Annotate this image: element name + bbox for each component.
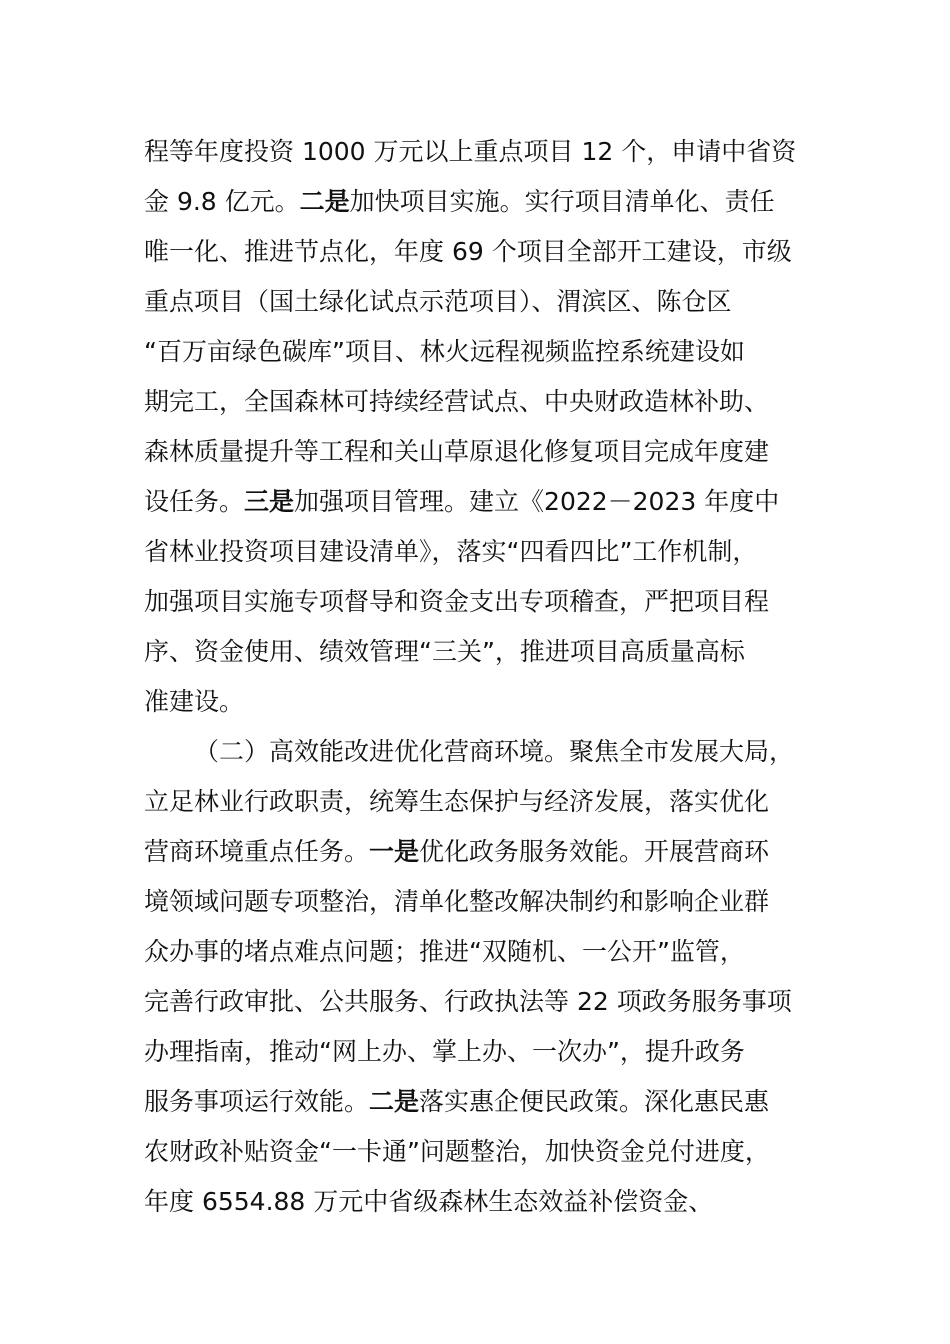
body-text: [144, 127, 824, 1227]
text-line-16: [144, 877, 824, 927]
text-line-3: [144, 227, 824, 277]
text-line-12: [144, 677, 824, 727]
text-run: 准建设。: [144, 687, 245, 716]
text-line-15: [144, 827, 824, 877]
text-line-11: [144, 627, 824, 677]
text-run: 省林业投资项目建设清单》，落实“四看四比”工作机制，: [144, 537, 758, 566]
text-run: 农财政补贴资金“一卡通”问题整治，加快资金兑付进度，: [144, 1137, 770, 1166]
text-line-7: [144, 427, 824, 477]
text-line-10: [144, 577, 824, 627]
text-line-20: [144, 1077, 824, 1127]
text-run: 加强项目实施专项督导和资金支出专项稽查，严把项目程: [144, 587, 770, 616]
text-line-6: [144, 377, 824, 427]
bold-lead: 二是: [369, 1087, 420, 1116]
text-run: 营商环境重点任务。: [144, 837, 370, 866]
text-run: 金 9.8 亿元。: [144, 187, 300, 216]
text-run: 优化政务服务效能。开展营商环: [419, 837, 770, 866]
text-run: “百万亩绿色碳库”项目、林火远程视频监控系统建设如: [144, 337, 745, 366]
text-line-8: [144, 477, 824, 527]
text-run: 立足林业行政职责，统筹生态保护与经济发展，落实优化: [144, 787, 770, 816]
text-run: 办理指南，推动“网上办、掌上办、一次办”，提升政务: [144, 1037, 745, 1066]
text-run: 唯一化、推进节点化，年度 69 个项目全部开工建设，市级: [144, 237, 792, 266]
text-line-13-section-heading: [144, 727, 824, 777]
text-run: 服务事项运行效能。: [144, 1087, 370, 1116]
text-run: 加强项目管理。建立《2022－2023 年度中: [294, 487, 780, 516]
text-run: 落实惠企便民政策。深化惠民惠: [419, 1087, 770, 1116]
text-line-18: [144, 977, 824, 1027]
text-run: 重点项目（国土绿化试点示范项目）、渭滨区、陈仓区: [144, 287, 732, 316]
text-line-2: [144, 177, 824, 227]
text-line-19: [144, 1027, 824, 1077]
text-run: 完善行政审批、公共服务、行政执法等 22 项政务服务事项: [144, 987, 792, 1016]
text-run: （二）高效能改进优化营商环境。聚焦全市发展大局，: [194, 737, 795, 766]
text-line-21: [144, 1127, 824, 1177]
text-run: 森林质量提升等工程和关山草原退化修复项目完成年度建: [144, 437, 770, 466]
text-run: 加快项目实施。实行项目清单化、责任: [349, 187, 775, 216]
text-line-14: [144, 777, 824, 827]
text-run: 众办事的堵点难点问题；推进“双随机、一公开”监管，: [144, 937, 745, 966]
text-line-17: [144, 927, 824, 977]
bold-lead: 三是: [244, 487, 295, 516]
text-run: 年度 6554.88 万元中省级森林生态效益补偿资金、: [144, 1187, 714, 1216]
text-line-5: [144, 327, 824, 377]
text-run: 序、资金使用、绩效管理“三关”，推进项目高质量高标: [144, 637, 745, 666]
text-run: 程等年度投资 1000 万元以上重点项目 12 个，申请中省资: [144, 137, 797, 166]
text-line-9: [144, 527, 824, 577]
bold-lead: 二是: [299, 187, 350, 216]
text-run: 设任务。: [144, 487, 245, 516]
text-line-22: [144, 1177, 824, 1227]
text-run: 期完工，全国森林可持续经营试点、中央财政造林补助、: [144, 387, 770, 416]
text-line-1: [144, 127, 824, 177]
text-run: 境领域问题专项整治，清单化整改解决制约和影响企业群: [144, 887, 770, 916]
bold-lead: 一是: [369, 837, 420, 866]
text-line-4: [144, 277, 824, 327]
